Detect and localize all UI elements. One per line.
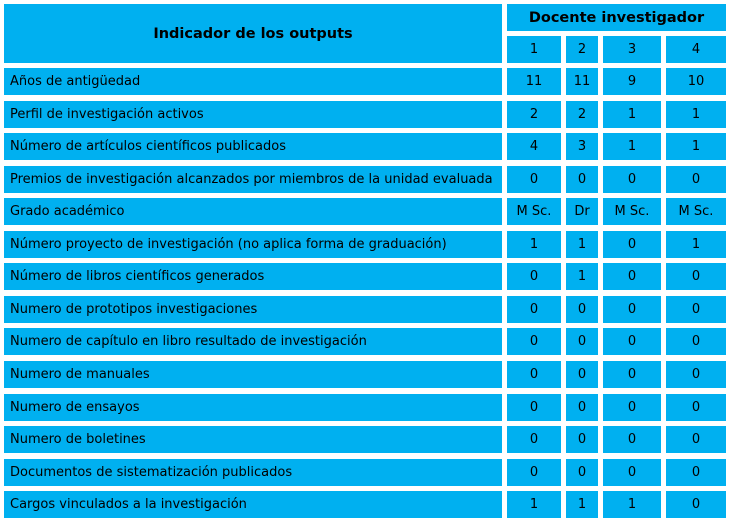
row-value-col-1: M Sc. [507, 198, 561, 225]
column-header-3: 3 [603, 36, 661, 63]
row-value-col-3: M Sc. [603, 198, 661, 225]
row-value-col-3: 0 [603, 361, 661, 388]
column-header-1: 1 [507, 36, 561, 63]
row-value-col-3: 0 [603, 328, 661, 355]
row-value-col-4: 10 [666, 68, 726, 95]
row-value-col-1: 0 [507, 426, 561, 453]
row-value-col-4: 0 [666, 166, 726, 193]
row-value-col-2: 0 [566, 459, 598, 486]
row-value-col-4: 0 [666, 491, 726, 518]
row-value-col-4: 0 [666, 426, 726, 453]
row-value-col-1: 0 [507, 263, 561, 290]
row-value-col-3: 0 [603, 459, 661, 486]
row-label: Grado académico [4, 198, 502, 225]
row-value-col-1: 1 [507, 231, 561, 258]
row-value-col-4: 1 [666, 231, 726, 258]
row-label: Cargos vinculados a la investigación [4, 491, 502, 518]
row-value-col-2: 2 [566, 101, 598, 128]
row-value-col-2: 0 [566, 426, 598, 453]
row-value-col-1: 2 [507, 101, 561, 128]
row-value-col-2: 1 [566, 263, 598, 290]
docente-investigador-header: Docente investigador [507, 4, 726, 31]
row-label: Número proyecto de investigación (no aplica forma de graduación) [4, 231, 502, 258]
row-value-col-4: 1 [666, 133, 726, 160]
row-label: Numero de prototipos investigaciones [4, 296, 502, 323]
row-value-col-1: 1 [507, 491, 561, 518]
row-value-col-2: 1 [566, 491, 598, 518]
row-value-col-2: Dr [566, 198, 598, 225]
row-value-col-4: 1 [666, 101, 726, 128]
row-value-col-1: 0 [507, 296, 561, 323]
row-value-col-2: 11 [566, 68, 598, 95]
row-value-col-4: M Sc. [666, 198, 726, 225]
row-label: Numero de capítulo en libro resultado de investigación [4, 328, 502, 355]
column-header-2: 2 [566, 36, 598, 63]
row-value-col-4: 0 [666, 459, 726, 486]
row-value-col-1: 11 [507, 68, 561, 95]
row-value-col-3: 9 [603, 68, 661, 95]
row-label: Numero de manuales [4, 361, 502, 388]
indicator-header: Indicador de los outputs [4, 4, 502, 63]
row-value-col-2: 0 [566, 394, 598, 421]
row-label: Documentos de sistematización publicados [4, 459, 502, 486]
row-value-col-2: 0 [566, 361, 598, 388]
row-label: Numero de ensayos [4, 394, 502, 421]
row-value-col-3: 0 [603, 296, 661, 323]
row-label: Número de libros científicos generados [4, 263, 502, 290]
row-label: Número de artículos científicos publicados [4, 133, 502, 160]
row-value-col-3: 0 [603, 166, 661, 193]
row-value-col-3: 1 [603, 101, 661, 128]
row-value-col-4: 0 [666, 263, 726, 290]
row-value-col-4: 0 [666, 394, 726, 421]
row-value-col-2: 0 [566, 296, 598, 323]
row-value-col-2: 3 [566, 133, 598, 160]
row-value-col-3: 1 [603, 133, 661, 160]
row-value-col-1: 0 [507, 459, 561, 486]
row-value-col-3: 0 [603, 263, 661, 290]
row-value-col-4: 0 [666, 361, 726, 388]
row-value-col-4: 0 [666, 296, 726, 323]
row-value-col-4: 0 [666, 328, 726, 355]
row-value-col-3: 0 [603, 394, 661, 421]
row-label: Premios de investigación alcanzados por miembros de la unidad evaluada [4, 166, 502, 193]
row-value-col-1: 0 [507, 328, 561, 355]
row-value-col-1: 0 [507, 166, 561, 193]
row-value-col-1: 0 [507, 361, 561, 388]
row-label: Años de antigüedad [4, 68, 502, 95]
row-value-col-1: 4 [507, 133, 561, 160]
row-value-col-2: 0 [566, 166, 598, 193]
row-value-col-1: 0 [507, 394, 561, 421]
row-value-col-2: 1 [566, 231, 598, 258]
row-label: Numero de boletines [4, 426, 502, 453]
row-value-col-3: 0 [603, 231, 661, 258]
column-header-4: 4 [666, 36, 726, 63]
row-value-col-2: 0 [566, 328, 598, 355]
row-value-col-3: 0 [603, 426, 661, 453]
row-label: Perfil de investigación activos [4, 101, 502, 128]
row-value-col-3: 1 [603, 491, 661, 518]
